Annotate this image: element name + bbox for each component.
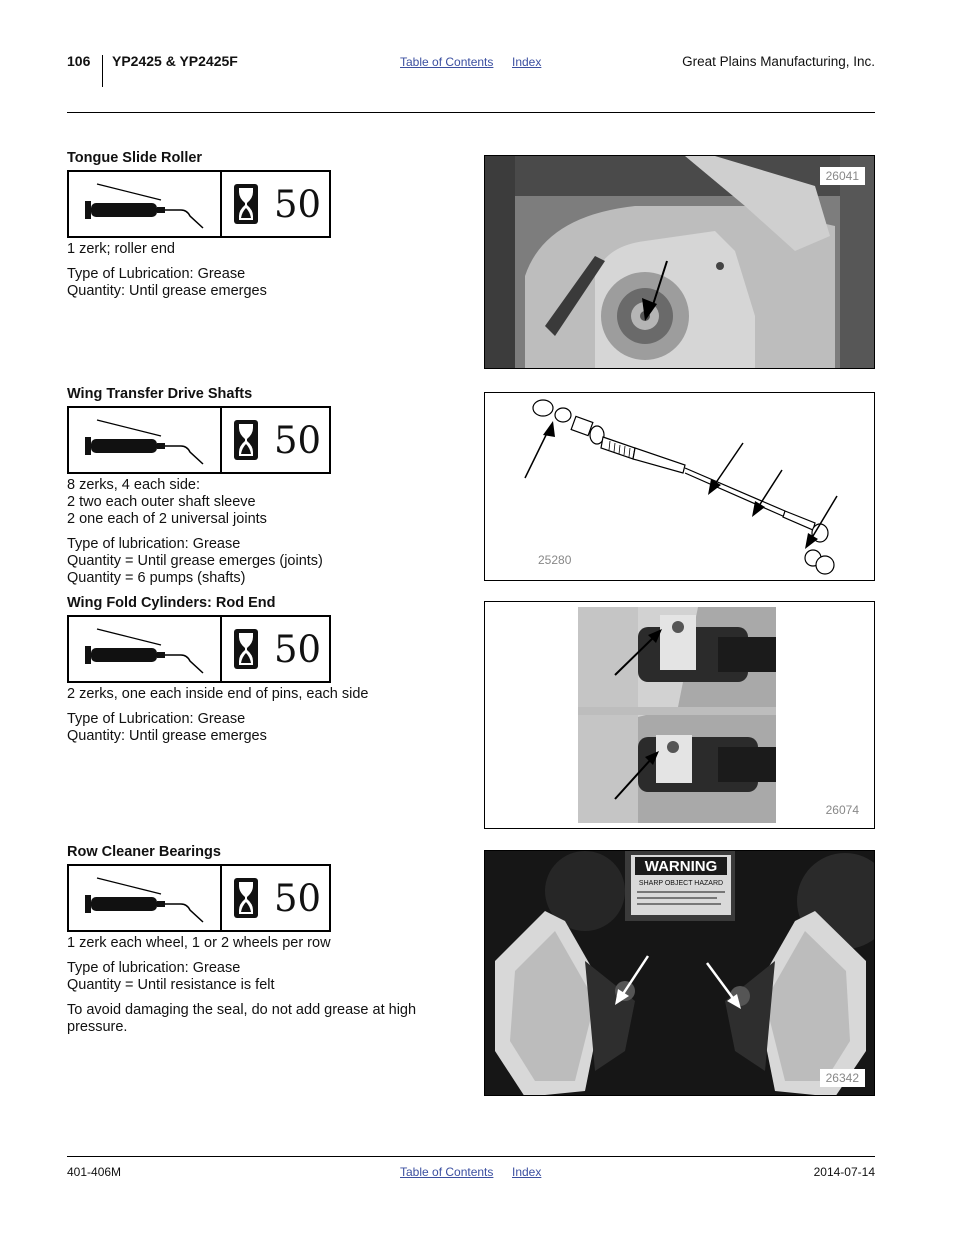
section-description	[67, 686, 457, 745]
header-index-link[interactable]: Index	[512, 55, 542, 69]
lube-interval-hours: 50	[274, 182, 322, 226]
section-description	[67, 477, 457, 587]
description-line: 2 one each of 2 universal joints	[67, 511, 267, 527]
lube-type-line: Type of lubrication: Grease	[67, 536, 241, 552]
description-line: 2 two each outer shaft sleeve	[67, 494, 256, 510]
lube-type-line: Type of lubrication: Grease	[67, 960, 241, 976]
figure-number: 25280	[532, 551, 577, 569]
figure-row-cleaner	[484, 850, 875, 1096]
lubrication-symbol	[67, 864, 331, 932]
grease-gun-icon	[69, 408, 222, 472]
lube-type-line: Type of Lubrication: Grease	[67, 711, 246, 727]
hourglass-icon	[234, 420, 258, 460]
description-line: 8 zerks, 4 each side:	[67, 477, 200, 493]
section-title-wing-transfer-drive-shafts: Wing Transfer Drive Shafts	[67, 386, 253, 402]
lubrication-symbol	[67, 615, 331, 683]
warning-label-title: WARNING	[644, 858, 718, 875]
lube-type-line: Type of Lubrication: Grease	[67, 266, 246, 282]
description-line: 1 zerk each wheel, 1 or 2 wheels per row	[67, 935, 331, 951]
section-title-wing-fold-cylinders: Wing Fold Cylinders: Rod End	[67, 595, 276, 611]
footer-rule	[67, 1156, 875, 1157]
doc-number: 401-406M	[67, 1165, 122, 1179]
grease-gun-icon	[69, 617, 222, 681]
lube-quantity-line: Quantity: Until grease emerges	[67, 728, 267, 744]
section-title-tongue-slide-roller: Tongue Slide Roller	[67, 150, 203, 166]
lube-interval-hours: 50	[274, 876, 322, 920]
model-title: YP2425 & YP2425F	[112, 53, 238, 69]
tongue-roller-photo	[485, 156, 875, 369]
lube-quantity-line: Quantity = 6 pumps (shafts)	[67, 570, 246, 586]
warning-label-subtitle: SHARP OBJECT HAZARD	[638, 880, 724, 887]
hourglass-icon	[234, 184, 258, 224]
grease-gun-icon	[69, 866, 222, 930]
section-description	[67, 241, 457, 300]
header-toc-link[interactable]: Table of Contents	[400, 55, 494, 69]
lubrication-symbol	[67, 406, 331, 474]
figure-drive-shaft-diagram	[484, 392, 875, 581]
lube-quantity-line: Quantity = Until grease emerges (joints)	[67, 553, 323, 569]
grease-gun-icon	[69, 172, 222, 236]
figure-wing-fold-cylinders	[484, 601, 875, 829]
section-description	[67, 935, 457, 1036]
hourglass-icon	[234, 629, 258, 669]
lube-quantity-line: Quantity = Until resistance is felt	[67, 977, 275, 993]
caution-note: To avoid damaging the seal, do not add grease at high pressure.	[67, 1002, 417, 1035]
description-line: 2 zerks, one each inside end of pins, each side	[67, 686, 369, 702]
wing-fold-photo	[578, 607, 776, 823]
row-cleaner-photo	[485, 851, 875, 1096]
figure-number: 26342	[820, 1069, 865, 1087]
header-divider	[102, 55, 103, 87]
header-rule	[67, 112, 875, 113]
lube-quantity-line: Quantity: Until grease emerges	[67, 283, 267, 299]
doc-date: 2014-07-14	[813, 1165, 875, 1179]
lubrication-symbol	[67, 170, 331, 238]
figure-number: 26041	[820, 167, 865, 185]
footer-toc-link[interactable]: Table of Contents	[400, 1165, 494, 1179]
page-number: 106	[67, 53, 91, 69]
lube-interval-hours: 50	[274, 627, 322, 671]
footer-index-link[interactable]: Index	[512, 1165, 542, 1179]
lube-interval-hours: 50	[274, 418, 322, 462]
hourglass-icon	[234, 878, 258, 918]
description-line: 1 zerk; roller end	[67, 241, 175, 257]
section-title-row-cleaner-bearings: Row Cleaner Bearings	[67, 844, 221, 860]
company-name: Great Plains Manufacturing, Inc.	[682, 54, 875, 69]
figure-tongue-slide-roller	[484, 155, 875, 369]
figure-number: 26074	[820, 801, 865, 819]
